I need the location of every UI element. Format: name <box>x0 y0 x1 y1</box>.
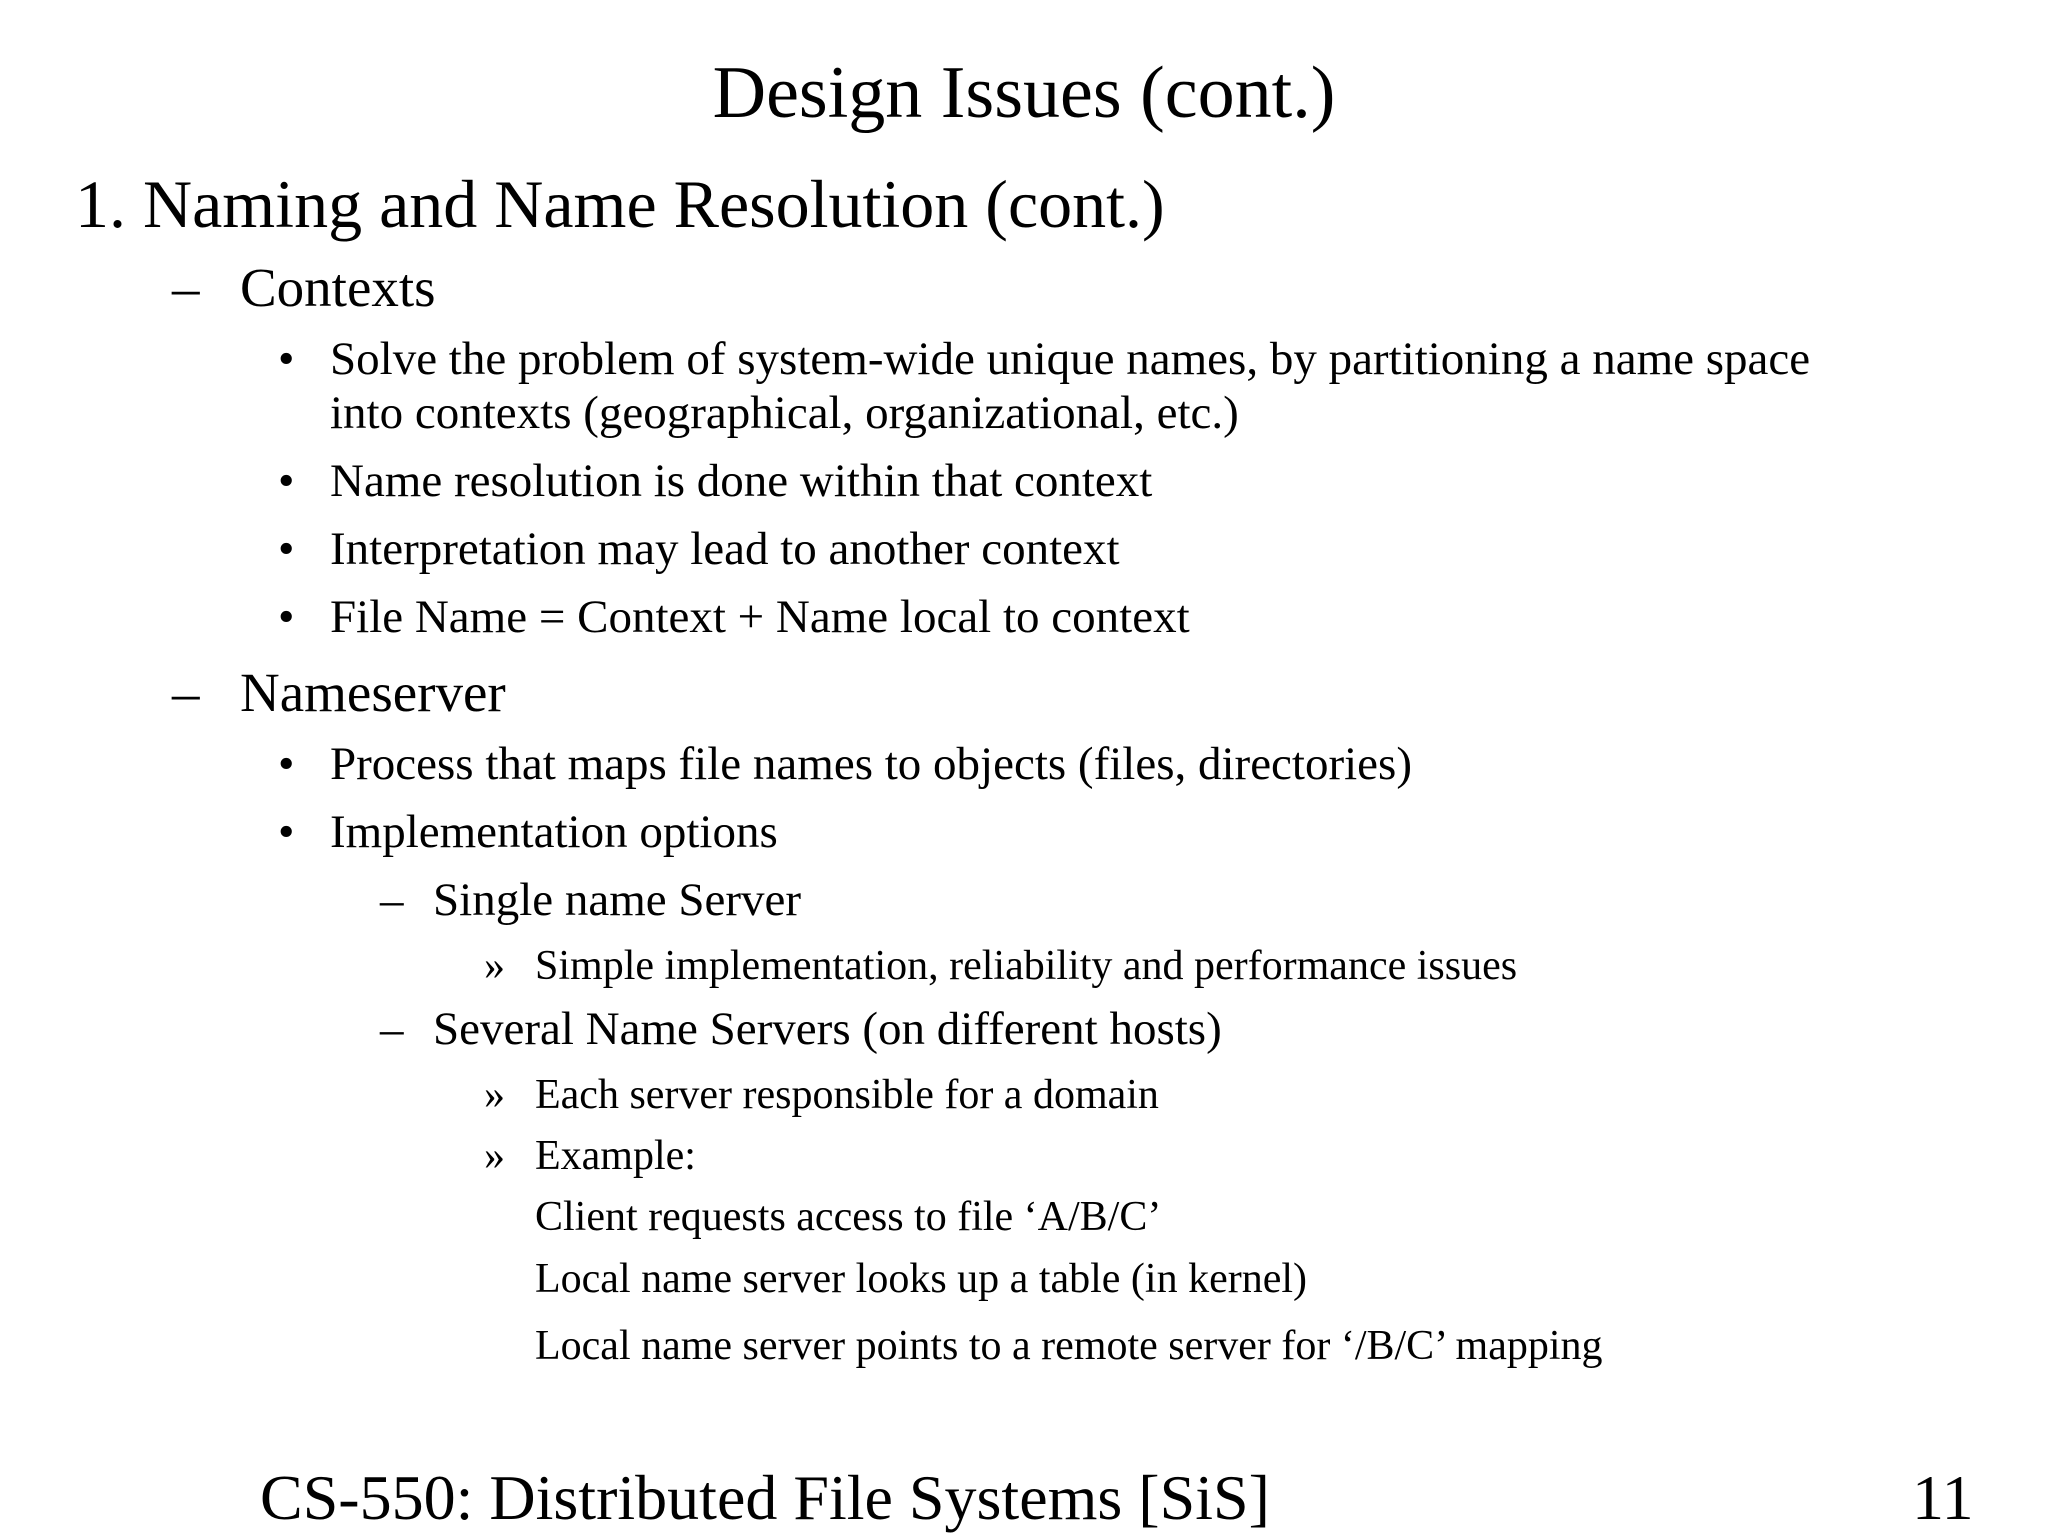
page-number: 11 <box>1912 1462 1974 1533</box>
bullet-text: Name resolution is done within that context <box>330 455 1153 507</box>
detail-marker: » <box>484 1072 505 1118</box>
bullet-marker: • <box>278 738 295 790</box>
example-line: Client requests access to file ‘A/B/C’ <box>535 1194 1162 1240</box>
detail-text: Simple implementation, reliability and performance issues <box>535 943 1518 989</box>
subsection-marker-nameserver: – <box>172 662 200 723</box>
bullet-marker: • <box>278 591 295 643</box>
subsection-label-nameserver: Nameserver <box>240 662 506 723</box>
bullet-text-continuation: into contexts (geographical, organizational, etc.) <box>330 387 1239 439</box>
footer-course-title: CS-550: Distributed File Systems [SiS] <box>260 1462 1270 1533</box>
option-label: Several Name Servers (on different hosts) <box>433 1003 1222 1055</box>
option-marker: – <box>380 1003 404 1055</box>
slide-title: Design Issues (cont.) <box>712 52 1336 134</box>
bullet-marker: • <box>278 455 295 507</box>
detail-text: Each server responsible for a domain <box>535 1072 1159 1118</box>
bullet-marker: • <box>278 333 295 385</box>
bullet-text: Solve the problem of system-wide unique names, by partitioning a name space <box>330 333 1811 385</box>
bullet-text: Process that maps file names to objects (files, directories) <box>330 738 1412 790</box>
example-line: Local name server points to a remote server for ‘/B/C’ mapping <box>535 1323 1603 1369</box>
detail-marker: » <box>484 1133 505 1179</box>
option-label: Single name Server <box>433 874 802 926</box>
subsection-label-contexts: Contexts <box>240 257 436 318</box>
section-heading: 1. Naming and Name Resolution (cont.) <box>75 166 1165 242</box>
bullet-text: File Name = Context + Name local to context <box>330 591 1190 643</box>
example-line: Local name server looks up a table (in kernel) <box>535 1256 1308 1302</box>
bullet-marker: • <box>278 523 295 575</box>
bullet-text: Implementation options <box>330 806 778 858</box>
detail-marker: » <box>484 943 505 989</box>
bullet-marker: • <box>278 806 295 858</box>
subsection-marker-contexts: – <box>172 257 200 318</box>
detail-text: Example: <box>535 1133 696 1179</box>
bullet-text: Interpretation may lead to another context <box>330 523 1120 575</box>
option-marker: – <box>380 874 404 926</box>
